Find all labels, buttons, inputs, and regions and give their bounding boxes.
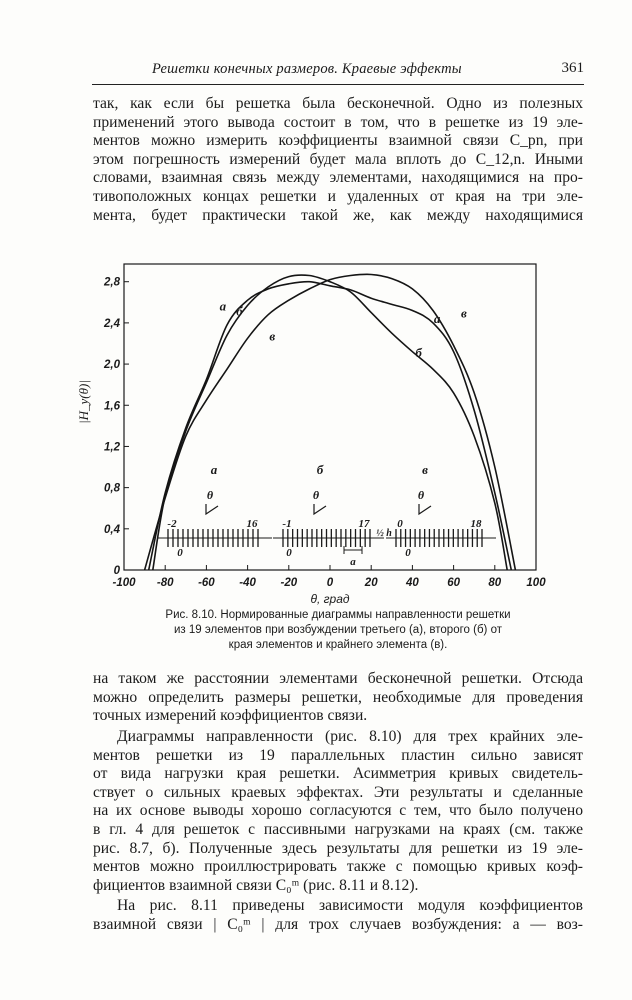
y-tick-label: 1,2 [104, 441, 120, 454]
left-index: -2 [167, 518, 177, 530]
text-line: ствует о сильных краевых эффектах. Эти результаты и сделанные [93, 783, 583, 801]
left-index: 0 [397, 518, 403, 530]
series-line-3 [145, 274, 516, 570]
text-line: точных измерений коэффициентов связи. [93, 707, 368, 725]
y-axis-label: |H_y(θ)| [76, 380, 91, 424]
text-line: рис. 8.7, б). Полученные здесь результаты для решетки из 19 эле- [93, 839, 583, 857]
x-tick-label: 60 [447, 577, 460, 589]
array-inset-3 [386, 462, 496, 559]
curve-label: б [236, 303, 243, 319]
y-tick-label: 2,8 [104, 276, 120, 289]
text-line: Диаграммы направленности (рис. 8.10) для трех крайних эле- [117, 728, 583, 745]
text-line: так, как если бы решетка была бесконечной. Одно из полезных [93, 95, 583, 112]
x-tick-label: -60 [198, 577, 215, 589]
text-line: словами, взаимная связь между элементами, находящимися на про- [93, 169, 583, 187]
text-line: можно определить размеры решетки, необходимые для проведения [93, 688, 583, 706]
spacing-label: a [350, 556, 356, 568]
series-line-1 [149, 282, 512, 570]
text-line: на их основе выводы хорошо согласуются с тем, что было получено [93, 802, 583, 820]
zero-index: 0 [177, 547, 183, 559]
text-line: применений этого вывода состоит в том, что в решетке из 19 эле- [93, 113, 583, 131]
angle-marker [314, 504, 326, 514]
x-tick-label: 20 [364, 577, 378, 589]
text-line: ментов решетки из 19 параллельных пластин сильно зависят [93, 746, 583, 764]
right-index: 17 [358, 518, 370, 530]
angle-label: θ [312, 488, 320, 502]
text-line: на таком же расстоянии элементами бесконечной решетки. Отсюда [93, 670, 583, 687]
text-line: На рис. 8.11 приведены зависимости модуля коэффициентов [117, 897, 583, 914]
figure-caption [93, 608, 583, 653]
inset-label: в [422, 462, 428, 477]
x-tick-label: 100 [526, 577, 546, 589]
zero-index: 0 [286, 547, 292, 559]
height-label: ½ h [376, 528, 392, 539]
left-index: -1 [282, 518, 292, 530]
text-line: ментов можно измерить коэффициенты взаимной связи C_pn, при [93, 132, 583, 150]
text-line: фициентов взаимной связи C₀ᵐ (рис. 8.11 и 8.12). [93, 876, 419, 894]
caption-line: из 19 элементов при возбуждении третьего (а), второго (б) от [173, 624, 502, 636]
curve-label: в [269, 328, 276, 344]
x-tick-label: -40 [239, 577, 256, 589]
array-inset-1 [158, 462, 272, 559]
right-index: 18 [470, 518, 482, 530]
text-line: взаимной связи | C₀ᵐ | для трох случаев возбуждения: а — воз- [93, 915, 583, 933]
angle-label: θ [417, 488, 425, 502]
paragraph-bottom-1 [93, 670, 583, 726]
paragraph-bottom-2 [93, 728, 583, 895]
page-number: 361 [561, 60, 584, 76]
text-line: мента, будет практически такой же, как между находящимися [93, 206, 583, 224]
y-tick-label: 0,4 [104, 523, 120, 536]
paragraph-bottom-3 [93, 897, 583, 934]
angle-label: θ [206, 488, 214, 502]
x-tick-label: -20 [280, 577, 298, 589]
y-tick-label: 0 [113, 565, 120, 577]
spacing-marker [344, 546, 362, 554]
x-tick-label: -80 [156, 577, 174, 589]
series-line-2 [153, 275, 507, 570]
y-tick-label: 1,6 [104, 400, 120, 413]
inset-label: а [210, 462, 218, 477]
y-tick-label: 2,4 [104, 317, 120, 330]
curve-label: б [415, 344, 422, 360]
curve-label: а [219, 298, 227, 314]
text-line: ментов можно проиллюстрировать также с помощью кривых коэф- [93, 858, 583, 876]
x-tick-label: 0 [326, 577, 334, 589]
inset-label: б [316, 462, 324, 477]
running-title: Решетки конечных размеров. Краевые эффекты [152, 61, 462, 77]
zero-index: 0 [405, 547, 411, 559]
text-line: тивоположных концах решетки и удаленных от края на три эле- [93, 187, 583, 205]
text-line: в гл. 4 для решеток с пассивными нагрузками на краях (см. также [93, 820, 583, 838]
curve-label: в [460, 305, 467, 321]
x-axis-label: θ, град [310, 592, 350, 606]
angle-marker [419, 504, 431, 514]
x-tick-label: -100 [112, 577, 136, 589]
curve-label: а [433, 310, 441, 326]
caption-line: Рис. 8.10. Нормированные диаграммы направленности решетки [165, 609, 511, 621]
right-index: 16 [246, 518, 258, 530]
caption-line: края элементов и крайнего элемента (в). [228, 639, 448, 651]
y-tick-label: 0,8 [104, 482, 120, 495]
array-inset-2 [273, 462, 392, 568]
text-line: этом погрешность измерений будет мала вплоть до C_12,n. Иными [93, 150, 583, 168]
angle-marker [206, 504, 218, 514]
x-tick-label: 40 [406, 577, 419, 589]
x-tick-label: 80 [488, 577, 502, 589]
text-line: от вида нагрузки края решетки. Асимметрия кривых свидетель- [93, 765, 583, 783]
y-tick-label: 2,0 [104, 359, 120, 372]
